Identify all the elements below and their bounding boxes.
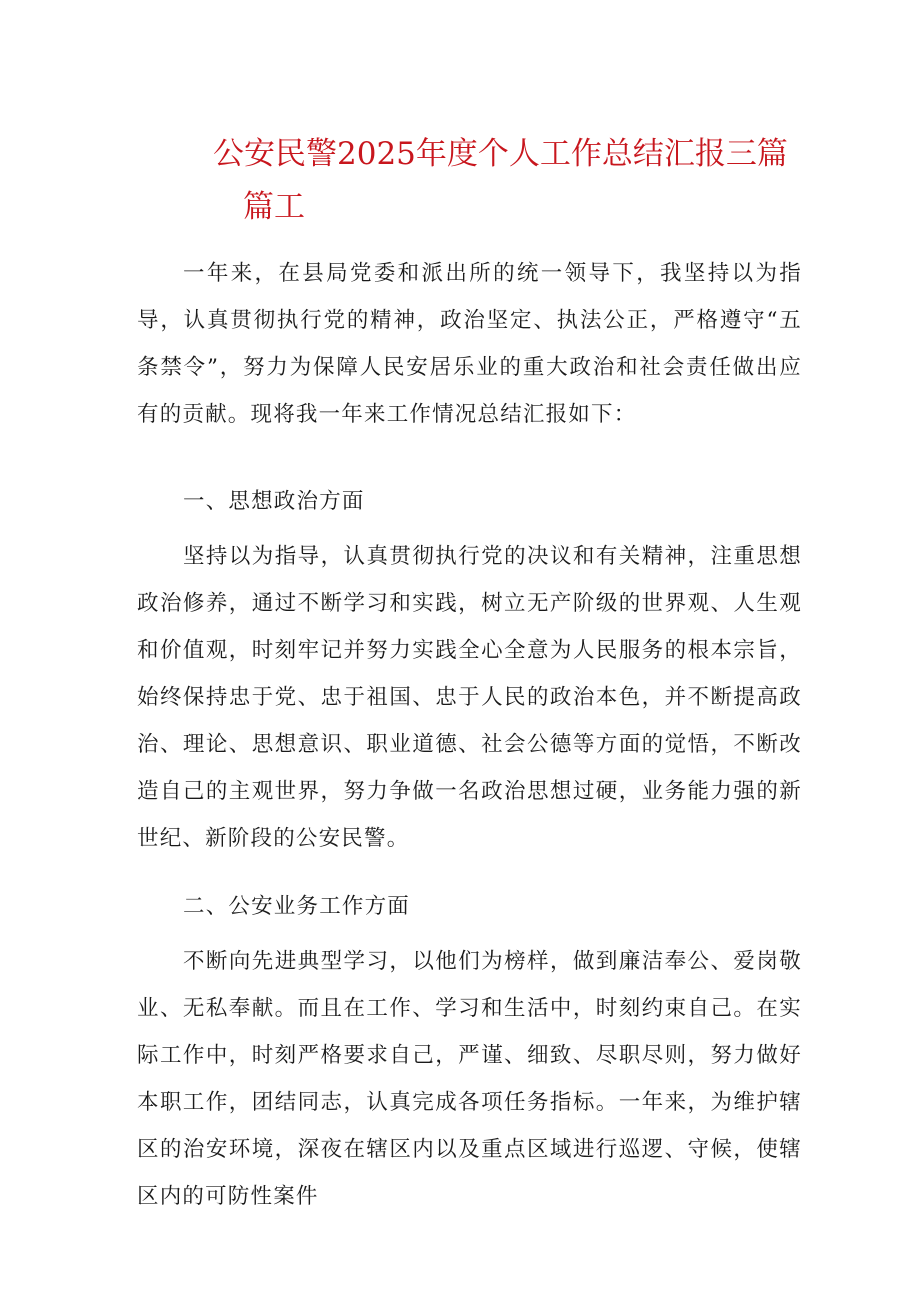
document-title-continuation: 篇工 xyxy=(243,189,305,225)
section-paragraph-ideology: 坚持以为指导，认真贯彻执行党的决议和有关精神，注重思想政治修养，通过不断学习和实践，树立无产阶级的世界观、人生观和价值观，时刻牢记并努力实践全心全意为人民服务的根本宗旨，始终保持忠于党、忠于祖国、忠于人民的政治本色，并不断提高政治、理论、思想意识、职业道德、社会公德等方面的觉悟，不断改造自己的主观世界，努力争做一名政治思想过硬，业务能力强的新世纪、新阶段的公安民警。 xyxy=(137,544,802,851)
section-paragraph-police-work: 不断向先进典型学习，以他们为榜样，做到廉洁奉公、爱岗敬业、无私奉献。而且在工作、学习和生活中，时刻约束自己。在实际工作中，时刻严格要求自己，严谨、细致、尽职尽则，努力做好本职工作，团结同志，认真完成各项任务指标。一年来，为维护辖区的治安环境，深夜在辖区内以及重点区域进行巡逻、守候，使辖区内的可防性案件 xyxy=(137,949,802,1209)
section-heading-police-work: 二、公安业务工作方面 xyxy=(183,894,411,919)
document-title: 公安民警2025年度个人工作总结汇报三篇 xyxy=(213,136,788,172)
section-heading-ideology: 一、思想政治方面 xyxy=(183,489,365,514)
intro-paragraph: 一年来，在县局党委和派出所的统一领导下，我坚持以为指导，认真贯彻执行党的精神，政治坚定、执法公正，严格遵守“五条禁令”，努力为保障人民安居乐业的重大政治和社会责任做出应有的贡献。现将我一年来工作情况总结汇报如下： xyxy=(137,261,802,427)
